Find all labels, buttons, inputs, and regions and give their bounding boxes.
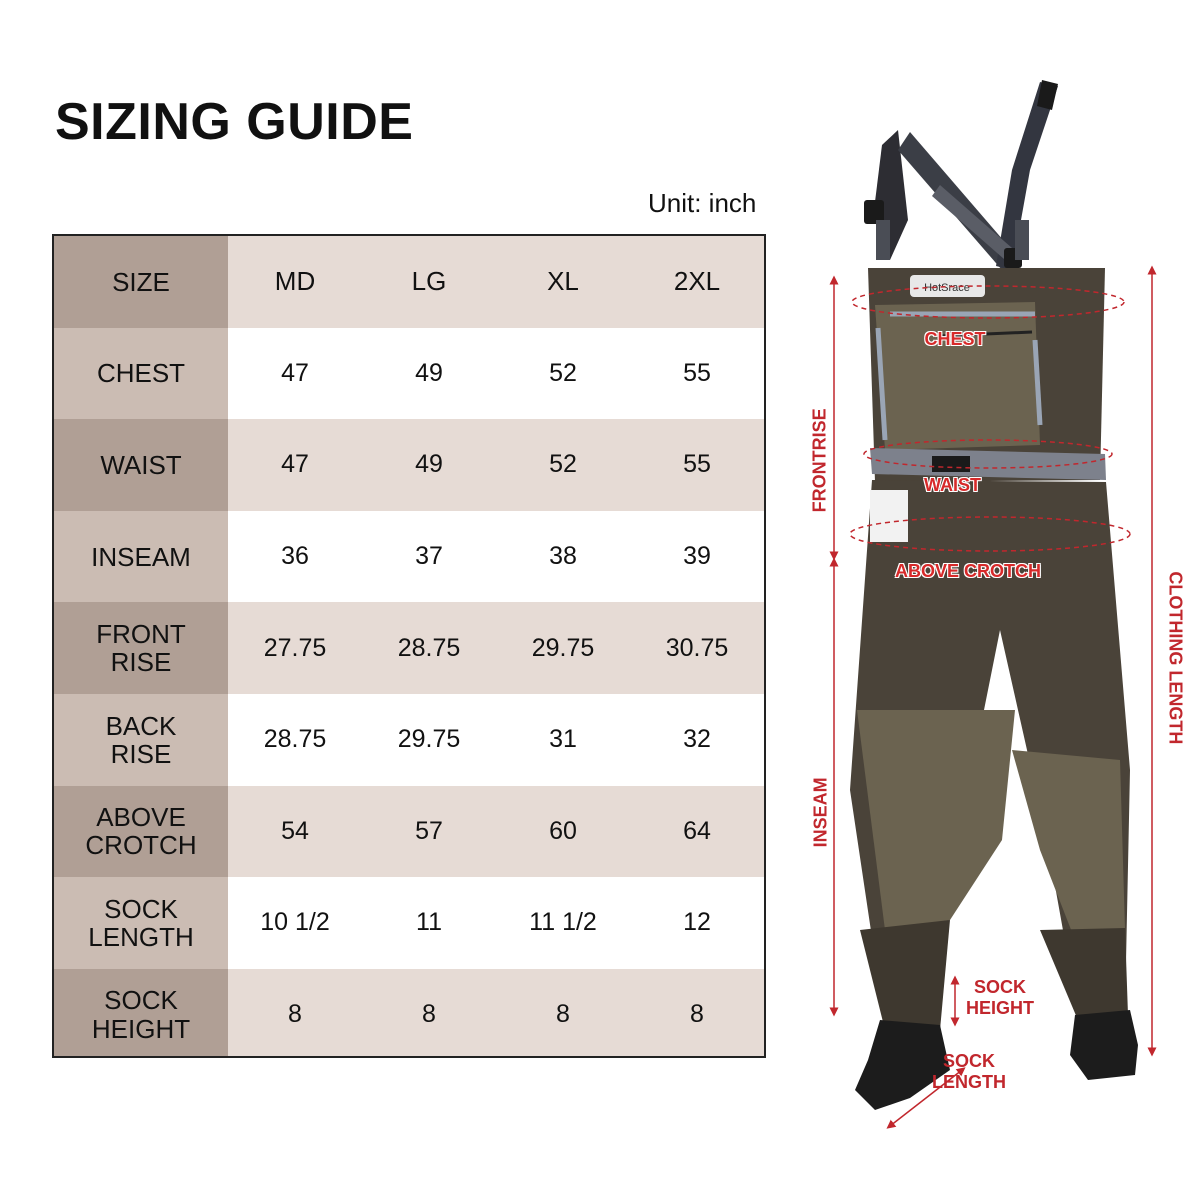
row-label: ABOVE CROTCH <box>54 786 228 878</box>
row-label: FRONT RISE <box>54 602 228 694</box>
table-cell: 11 <box>416 908 442 937</box>
label-sock-height: SOCK HEIGHT <box>965 977 1034 1018</box>
table-row <box>54 419 764 511</box>
table-cell: 28.75 <box>397 633 461 662</box>
table-cell: 47 <box>281 358 309 387</box>
brand-name: HotSrace <box>924 282 970 294</box>
label-clothing-length: CLOTHING LENGTH <box>1165 571 1186 745</box>
table-header-row <box>54 236 764 328</box>
table-cell: 60 <box>549 816 577 845</box>
table-cell: 39 <box>683 542 711 571</box>
table-cell: 52 <box>549 358 577 387</box>
unit-note: Unit: inch <box>648 188 757 218</box>
size-header: LG <box>411 266 447 297</box>
table-cell: 10 1/2 <box>260 908 330 937</box>
row-label: SOCK LENGTH <box>54 877 228 969</box>
label-inseam: INSEAM <box>810 777 831 848</box>
table-cell: 30.75 <box>665 633 729 662</box>
table-cell: 49 <box>415 450 443 479</box>
table-row <box>54 694 764 786</box>
table-cell: 52 <box>549 450 577 479</box>
row-label: BACK RISE <box>54 694 228 786</box>
sizing-table <box>52 234 766 1058</box>
wader-diagram <box>790 70 1200 1170</box>
table-cell: 28.75 <box>263 725 327 754</box>
table-cell: 55 <box>683 358 711 387</box>
table-corner-label: SIZE <box>54 236 228 328</box>
table-cell: 36 <box>281 542 309 571</box>
table-cell: 29.75 <box>397 725 461 754</box>
table-cell: 64 <box>683 816 711 845</box>
table-row <box>54 602 764 694</box>
row-label: CHEST <box>54 328 228 420</box>
label-above-crotch: ABOVE CROTCH <box>894 561 1041 581</box>
label-frontrise: FRONTRISE <box>809 408 830 513</box>
table-cell: 37 <box>415 542 443 571</box>
table-cell: 29.75 <box>531 633 595 662</box>
row-label: INSEAM <box>54 511 228 603</box>
table-row <box>54 328 764 420</box>
table-cell: 49 <box>415 358 443 387</box>
table-cell: 8 <box>288 1000 302 1029</box>
label-sock-length: SOCK LENGTH <box>932 1051 1006 1092</box>
table-cell: 55 <box>683 450 711 479</box>
table-cell: 11 1/2 <box>529 908 597 937</box>
size-header: MD <box>274 266 316 297</box>
table-cell: 8 <box>690 1000 704 1029</box>
table-cell: 31 <box>549 725 577 754</box>
table-cell: 8 <box>556 1000 570 1029</box>
table-row <box>54 511 764 603</box>
table-cell: 12 <box>683 908 711 937</box>
table-row <box>54 969 764 1058</box>
table-row <box>54 786 764 878</box>
table-cell: 54 <box>281 816 309 845</box>
size-header: 2XL <box>673 266 721 297</box>
table-row <box>54 877 764 969</box>
label-chest: CHEST <box>924 329 986 349</box>
table-cell: 38 <box>549 542 577 571</box>
page-title: SIZING GUIDE <box>55 93 414 151</box>
table-cell: 32 <box>683 725 711 754</box>
label-waist: WAIST <box>924 475 981 495</box>
suspender-straps <box>864 80 1058 270</box>
table-cell: 47 <box>281 450 309 479</box>
size-header: XL <box>547 266 579 297</box>
table-cell: 27.75 <box>263 633 327 662</box>
row-label: SOCK HEIGHT <box>54 969 228 1058</box>
table-cell: 8 <box>422 1000 436 1029</box>
row-label: WAIST <box>54 419 228 511</box>
table-cell: 57 <box>415 816 443 845</box>
